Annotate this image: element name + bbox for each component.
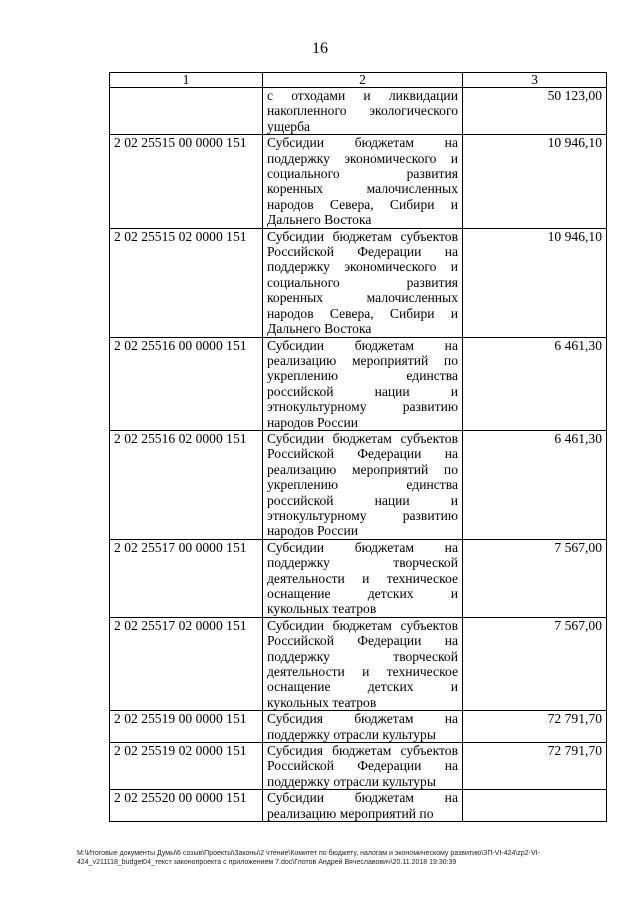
budget-code: 2 02 25517 00 0000 151 xyxy=(110,539,263,617)
description-line: оснащение детских и xyxy=(267,679,458,695)
description-line: поддержку отрасли культуры xyxy=(267,773,436,789)
description-line: этнокультурному развитию xyxy=(267,507,458,523)
description-line: кукольных театров xyxy=(267,601,377,617)
description-line: Российской Федерации на xyxy=(267,446,458,462)
description-line: Российской Федерации на xyxy=(267,244,458,260)
description-line: коренных малочисленных xyxy=(267,181,458,197)
table-body xyxy=(110,88,607,822)
description-line: Субсидии бюджетам субъектов xyxy=(267,617,458,633)
description-line: Субсидии бюджетам на xyxy=(267,539,458,555)
budget-description xyxy=(263,617,463,710)
description-line: социального развития xyxy=(267,274,458,290)
budget-amount: 10 946,10 xyxy=(463,228,607,337)
budget-amount xyxy=(463,790,607,822)
description-line: поддержку творческой xyxy=(267,648,458,664)
description-line: реализацию мероприятий по xyxy=(267,805,434,821)
budget-description xyxy=(263,337,463,430)
table-row xyxy=(110,711,607,743)
description-line: российской нации и xyxy=(267,383,458,399)
budget-description xyxy=(263,539,463,617)
footer-file-path: M:\Итоговые документы Думы\6 созыв\Проекты\Законы\2 чтение\Комитет по бюджету, налогам и экономическому развитию\ЗП-VI-424\zp2-VI-424_v211118_budget04_текст законопроекта с приложением 7.doc\Глотов Андрей Вячеславович\20.11.2018 19:30:39 xyxy=(77,850,540,866)
budget-description xyxy=(263,135,463,228)
description-line: укреплению единства xyxy=(267,477,458,493)
description-line: Субсидии бюджетам субъектов xyxy=(267,430,458,446)
description-line: оснащение детских и xyxy=(267,586,458,601)
table-row xyxy=(110,539,607,617)
budget-code: 2 02 25515 00 0000 151 xyxy=(110,135,263,228)
page-number: 16 xyxy=(312,40,328,57)
description-line: поддержку творческой xyxy=(267,555,458,571)
budget-code: 2 02 25516 02 0000 151 xyxy=(110,430,263,539)
budget-description xyxy=(263,711,463,743)
table-row xyxy=(110,337,607,430)
budget-amount: 6 461,30 xyxy=(463,430,607,539)
budget-amount: 6 461,30 xyxy=(463,337,607,430)
description-line: этнокультурному развитию xyxy=(267,399,458,415)
description-line: поддержку отрасли культуры xyxy=(267,726,436,742)
budget-table xyxy=(109,72,607,822)
table-header-row xyxy=(110,73,607,88)
description-line: деятельности и техническое xyxy=(267,570,458,586)
description-line: коренных малочисленных xyxy=(267,290,458,306)
description-line: народов Севера, Сибири и xyxy=(267,196,458,212)
budget-amount: 72 791,70 xyxy=(463,743,607,790)
description-line: с отходами и ликвидации xyxy=(267,88,458,103)
description-line: Субсидии бюджетам субъектов xyxy=(267,228,458,244)
table-row xyxy=(110,617,607,710)
budget-code: 2 02 25515 02 0000 151 xyxy=(110,228,263,337)
description-line: Дальнего Востока xyxy=(267,212,372,228)
table-row xyxy=(110,430,607,539)
budget-description xyxy=(263,228,463,337)
description-line: реализацию мероприятий по xyxy=(267,461,458,477)
description-line: Субсидии бюджетам на xyxy=(267,790,458,806)
budget-code: 2 02 25520 00 0000 151 xyxy=(110,790,263,822)
budget-description xyxy=(263,430,463,539)
description-line: кукольных театров xyxy=(267,694,377,710)
description-line: социального развития xyxy=(267,166,458,182)
column-header-description: 2 xyxy=(263,73,463,88)
table-row xyxy=(110,743,607,790)
description-line: накопленного экологического xyxy=(267,103,458,119)
description-line: укреплению единства xyxy=(267,368,458,384)
description-line: народов России xyxy=(267,523,359,539)
budget-description xyxy=(263,790,463,822)
table-row xyxy=(110,790,607,822)
column-header-code: 1 xyxy=(110,73,263,88)
budget-code: 2 02 25517 02 0000 151 xyxy=(110,617,263,710)
description-line: реализацию мероприятий по xyxy=(267,352,458,368)
budget-amount: 7 567,00 xyxy=(463,617,607,710)
budget-code: 2 02 25519 02 0000 151 xyxy=(110,743,263,790)
budget-amount: 72 791,70 xyxy=(463,711,607,743)
description-line: народов России xyxy=(267,414,359,430)
budget-amount: 7 567,00 xyxy=(463,539,607,617)
description-line: деятельности и техническое xyxy=(267,664,458,680)
budget-amount: 10 946,10 xyxy=(463,135,607,228)
column-header-amount: 3 xyxy=(463,73,607,88)
table-row xyxy=(110,228,607,337)
description-line: поддержку экономического и xyxy=(267,259,458,275)
budget-code: 2 02 25516 00 0000 151 xyxy=(110,337,263,430)
table-row xyxy=(110,135,607,228)
description-line: российской нации и xyxy=(267,492,458,508)
description-line: Российской Федерации на xyxy=(267,758,458,774)
budget-description xyxy=(263,743,463,790)
description-line: Дальнего Востока xyxy=(267,321,372,337)
description-line: Субсидии бюджетам на xyxy=(267,337,458,353)
description-line: Российской Федерации на xyxy=(267,633,458,649)
description-line: Субсидия бюджетам на xyxy=(267,711,458,727)
budget-code: 2 02 25519 00 0000 151 xyxy=(110,711,263,743)
description-line: Субсидия бюджетам субъектов xyxy=(267,743,458,759)
table-row xyxy=(110,88,607,135)
description-line: народов Севера, Сибири и xyxy=(267,305,458,321)
description-line: поддержку экономического и xyxy=(267,150,458,166)
budget-amount: 50 123,00 xyxy=(463,88,607,135)
budget-code xyxy=(110,88,263,135)
description-line: ущерба xyxy=(267,118,311,134)
description-line: Субсидии бюджетам на xyxy=(267,135,458,151)
budget-description xyxy=(263,88,463,135)
